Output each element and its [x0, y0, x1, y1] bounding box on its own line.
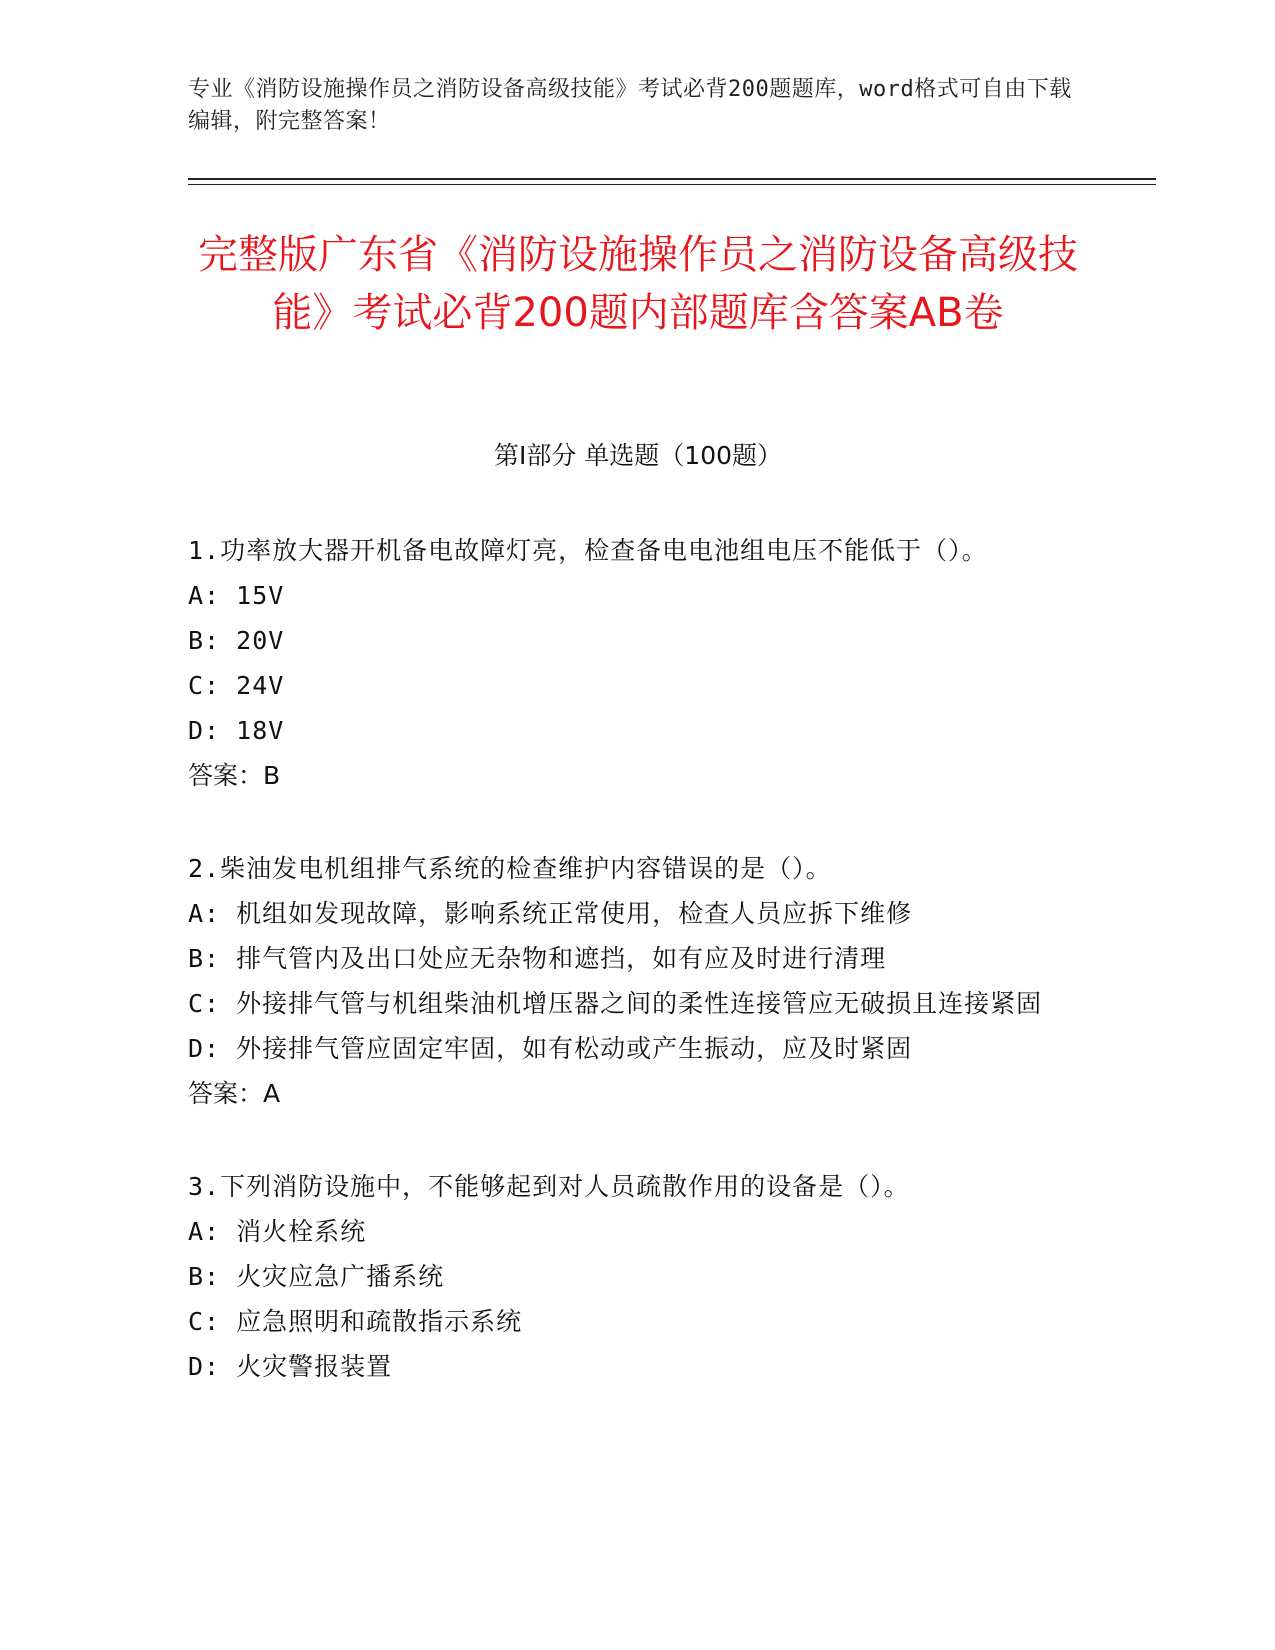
option-d: D: 火灾警报装置 — [188, 1352, 393, 1381]
option-b: B: 排气管内及出口处应无杂物和遮挡，如有应及时进行清理 — [188, 944, 887, 973]
option-a: A: 15V — [188, 581, 285, 610]
question-1 — [188, 528, 1078, 798]
section-heading: 第Ⅰ部分 单选题（100题） — [493, 441, 783, 470]
option-c: C: 24V — [188, 671, 285, 700]
question-3 — [188, 1164, 1078, 1389]
answer: 答案：B — [188, 761, 281, 790]
option-b: B: 20V — [188, 626, 285, 655]
option-a: A: 机组如发现故障，影响系统正常使用，检查人员应拆下维修 — [188, 899, 913, 928]
question-2 — [188, 846, 1078, 1116]
option-d: D: 外接排气管应固定牢固，如有松动或产生振动，应及时紧固 — [188, 1034, 913, 1063]
question-stem: 2.柴油发电机组排气系统的检查维护内容错误的是（）。 — [188, 854, 832, 883]
question-stem: 1.功率放大器开机备电故障灯亮，检查备电电池组电压不能低于（）。 — [188, 536, 988, 565]
header-note: 专业《消防设施操作员之消防设备高级技能》考试必背200题题库，word格式可自由下载编辑，附完整答案！ — [188, 77, 1072, 134]
question-stem: 3.下列消防设施中，不能够起到对人员疏散作用的设备是（）。 — [188, 1172, 910, 1201]
header-rule-thin — [188, 184, 1156, 185]
answer: 答案：A — [188, 1079, 281, 1108]
document-title: 完整版广东省《消防设施操作员之消防设备高级技能》考试必背200题内部题库含答案AB卷 — [198, 232, 1078, 336]
option-b: B: 火灾应急广播系统 — [188, 1262, 445, 1291]
question-list — [188, 528, 1078, 1437]
option-d: D: 18V — [188, 716, 285, 745]
option-c: C: 应急照明和疏散指示系统 — [188, 1307, 523, 1336]
header-rule-thick — [188, 178, 1156, 180]
option-a: A: 消火栓系统 — [188, 1217, 367, 1246]
option-c: C: 外接排气管与机组柴油机增压器之间的柔性连接管应无破损且连接紧固 — [188, 989, 1043, 1018]
